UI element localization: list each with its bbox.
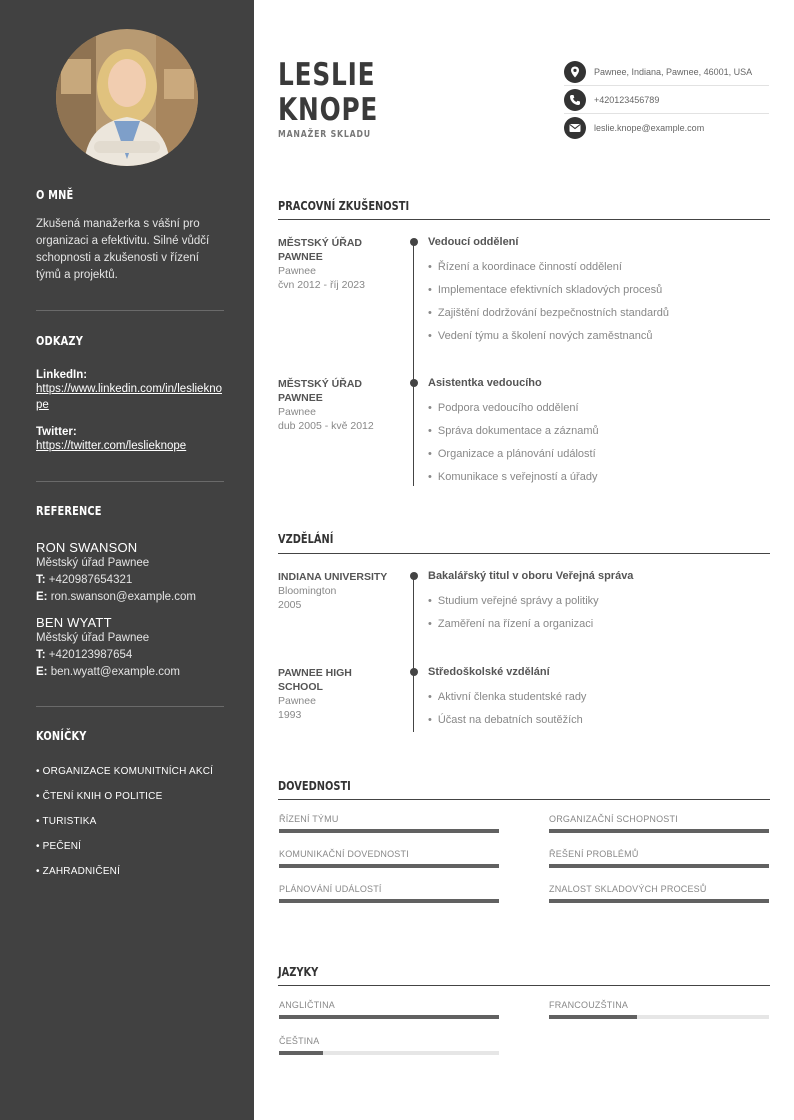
hobbies-title: KONÍČKY bbox=[36, 729, 87, 743]
graduation-year: 2005 bbox=[278, 599, 302, 611]
degree-title: Bakalářský titul v oboru Veřejná správa bbox=[428, 570, 634, 582]
link-label: Twitter: bbox=[36, 426, 77, 438]
links-title: ODKAZY bbox=[36, 334, 84, 348]
language-bar bbox=[279, 1015, 499, 1019]
language-label: ČEŠTINA bbox=[279, 1036, 320, 1046]
language-label: FRANCOUZŠTINA bbox=[549, 1000, 629, 1010]
experience-title: PRACOVNÍ ZKUŠENOSTI bbox=[278, 199, 410, 213]
hobby-item: • ZAHRADNIČENÍ bbox=[36, 866, 121, 877]
reference-org: Městský úřad Pawnee bbox=[36, 632, 150, 644]
hobbies-section bbox=[36, 729, 224, 891]
location: Pawnee bbox=[278, 406, 316, 418]
about-text: Zkušená manažerka s vášní pro organizaci a efektivitu. Silné vůdčí schopnosti a zkušenosti v řízení týmů a projektů. bbox=[36, 218, 210, 281]
location: Pawnee bbox=[278, 695, 316, 707]
reference-name: BEN WYATT bbox=[36, 615, 112, 630]
bullet-item: • Zaměření na řízení a organizaci bbox=[428, 618, 593, 630]
skill-bar bbox=[549, 864, 769, 868]
about-section bbox=[36, 188, 224, 284]
section-rule bbox=[278, 799, 770, 800]
bullet-item: • Organizace a plánování událostí bbox=[428, 448, 596, 460]
contact-email bbox=[564, 114, 769, 142]
profile-photo bbox=[56, 29, 198, 166]
bullet-item: • Řízení a koordinace činností oddělení bbox=[428, 261, 622, 273]
skill-bar-fill bbox=[549, 829, 769, 833]
linkedin-link[interactable]: https://www.linkedin.com/in/leslieknope bbox=[36, 383, 222, 411]
contact-phone-text: +420123456789 bbox=[594, 94, 660, 105]
contact-phone bbox=[564, 86, 769, 114]
reference-item bbox=[36, 615, 224, 681]
skill-label: ORGANIZAČNÍ SCHOPNOSTI bbox=[549, 814, 678, 824]
sidebar-divider bbox=[36, 706, 224, 707]
education-title: VZDĚLÁNÍ bbox=[278, 532, 334, 546]
experience-timeline bbox=[413, 242, 414, 486]
skill-bar bbox=[549, 899, 769, 903]
education-entry-meta bbox=[278, 666, 398, 722]
reference-org: Městský úřad Pawnee bbox=[36, 557, 150, 569]
contact-address bbox=[564, 58, 769, 86]
references-section bbox=[36, 504, 224, 681]
skill-bar-fill bbox=[279, 899, 499, 903]
languages-title: JAZYKY bbox=[278, 965, 319, 979]
language-bar-fill bbox=[279, 1051, 323, 1055]
timeline-dot bbox=[410, 668, 418, 676]
email-icon bbox=[564, 117, 586, 139]
skill-label: ŘEŠENÍ PROBLÉMŮ bbox=[549, 849, 639, 859]
language-item bbox=[549, 1000, 769, 1019]
candidate-name bbox=[278, 58, 378, 128]
about-title: O MNĚ bbox=[36, 188, 74, 202]
employer: MĚSTSKÝ ÚŘAD PAWNEE bbox=[278, 237, 363, 263]
school: PAWNEE HIGH SCHOOL bbox=[278, 667, 352, 693]
date-range: dub 2005 - kvě 2012 bbox=[278, 420, 374, 432]
skill-bar-fill bbox=[279, 864, 499, 868]
skill-bar-fill bbox=[279, 829, 499, 833]
language-item bbox=[279, 1000, 499, 1019]
skill-item bbox=[549, 849, 769, 868]
position-title: Vedoucí oddělení bbox=[428, 236, 519, 248]
experience-entry-meta bbox=[278, 236, 398, 292]
timeline-dot bbox=[410, 379, 418, 387]
timeline-dot bbox=[410, 572, 418, 580]
skill-bar-fill bbox=[549, 864, 769, 868]
hobby-item: • TURISTIKA bbox=[36, 816, 97, 827]
hobby-item: • ČTENÍ KNIH O POLITICE bbox=[36, 791, 163, 802]
hobby-item: • ORGANIZACE KOMUNITNÍCH AKCÍ bbox=[36, 766, 214, 777]
sidebar bbox=[0, 0, 254, 1120]
skill-item bbox=[279, 814, 499, 833]
links-section bbox=[36, 334, 224, 454]
bullet-item: • Zajištění dodržování bezpečnostních standardů bbox=[428, 307, 669, 319]
skill-item bbox=[549, 884, 769, 903]
skill-bar bbox=[279, 829, 499, 833]
skill-bar bbox=[279, 864, 499, 868]
profile-photo-image bbox=[56, 29, 198, 166]
bullet-item: • Studium veřejné správy a politiky bbox=[428, 595, 599, 607]
position-title: Asistentka vedoucího bbox=[428, 377, 542, 389]
section-rule bbox=[278, 553, 770, 554]
hobby-item: • PEČENÍ bbox=[36, 841, 82, 852]
sidebar-divider bbox=[36, 310, 224, 311]
reference-name: RON SWANSON bbox=[36, 540, 138, 555]
references-title: REFERENCE bbox=[36, 504, 102, 518]
contact-address-text: Pawnee, Indiana, Pawnee, 46001, USA bbox=[594, 66, 753, 77]
section-rule bbox=[278, 219, 770, 220]
reference-phone: T: +420987654321 bbox=[36, 574, 133, 586]
bullet-item: • Implementace efektivních skladových procesů bbox=[428, 284, 662, 296]
skill-item bbox=[279, 849, 499, 868]
bullet-item: • Účast na debatních soutěžích bbox=[428, 714, 583, 726]
language-label: ANGLIČTINA bbox=[279, 1000, 336, 1010]
education-timeline bbox=[413, 576, 414, 732]
first-name: LESLIE bbox=[278, 57, 376, 93]
location: Pawnee bbox=[278, 265, 316, 277]
location-pin-icon bbox=[564, 61, 586, 83]
skill-item bbox=[279, 884, 499, 903]
skill-label: ŘÍZENÍ TÝMU bbox=[279, 814, 339, 824]
skill-label: PLÁNOVÁNÍ UDÁLOSTÍ bbox=[279, 884, 382, 894]
bullet-item: • Aktivní členka studentské rady bbox=[428, 691, 586, 703]
graduation-year: 1993 bbox=[278, 709, 302, 721]
last-name: KNOPE bbox=[278, 92, 379, 128]
section-rule bbox=[278, 985, 770, 986]
language-item bbox=[279, 1036, 499, 1055]
degree-title: Středoškolské vzdělání bbox=[428, 666, 550, 678]
twitter-link[interactable]: https://twitter.com/leslieknope bbox=[36, 440, 187, 452]
link-label: LinkedIn: bbox=[36, 369, 88, 381]
skill-label: ZNALOST SKLADOVÝCH PROCESŮ bbox=[549, 884, 707, 894]
skill-bar bbox=[279, 899, 499, 903]
experience-entry-meta bbox=[278, 377, 398, 433]
bullet-item: • Správa dokumentace a záznamů bbox=[428, 425, 599, 437]
link-item-twitter bbox=[36, 426, 224, 454]
reference-item bbox=[36, 540, 224, 606]
education-entry-meta bbox=[278, 570, 398, 612]
language-bar-fill bbox=[279, 1015, 499, 1019]
job-role: MANAŽER SKLADU bbox=[278, 129, 371, 140]
bullet-item: • Vedení týmu a školení nových zaměstnanců bbox=[428, 330, 652, 342]
skill-bar bbox=[549, 829, 769, 833]
phone-icon bbox=[564, 89, 586, 111]
reference-email: E: ron.swanson@example.com bbox=[36, 591, 196, 603]
language-bar bbox=[549, 1015, 769, 1019]
language-bar-fill bbox=[549, 1015, 637, 1019]
skills-title: DOVEDNOSTI bbox=[278, 779, 351, 793]
reference-email: E: ben.wyatt@example.com bbox=[36, 666, 180, 678]
bullet-item: • Komunikace s veřejností a úřady bbox=[428, 471, 597, 483]
contact-email-text[interactable]: leslie.knope@example.com bbox=[594, 123, 705, 133]
skill-item bbox=[549, 814, 769, 833]
bullet-item: • Podpora vedoucího oddělení bbox=[428, 402, 579, 414]
reference-phone: T: +420123987654 bbox=[36, 649, 133, 661]
school: INDIANA UNIVERSITY bbox=[278, 571, 388, 583]
link-item-linkedin bbox=[36, 369, 224, 413]
location: Bloomington bbox=[278, 585, 337, 597]
skill-label: KOMUNIKAČNÍ DOVEDNOSTI bbox=[279, 849, 409, 859]
timeline-dot bbox=[410, 238, 418, 246]
date-range: čvn 2012 - říj 2023 bbox=[278, 279, 365, 291]
sidebar-divider bbox=[36, 481, 224, 482]
skill-bar-fill bbox=[549, 899, 769, 903]
language-bar bbox=[279, 1051, 499, 1055]
employer: MĚSTSKÝ ÚŘAD PAWNEE bbox=[278, 378, 363, 404]
